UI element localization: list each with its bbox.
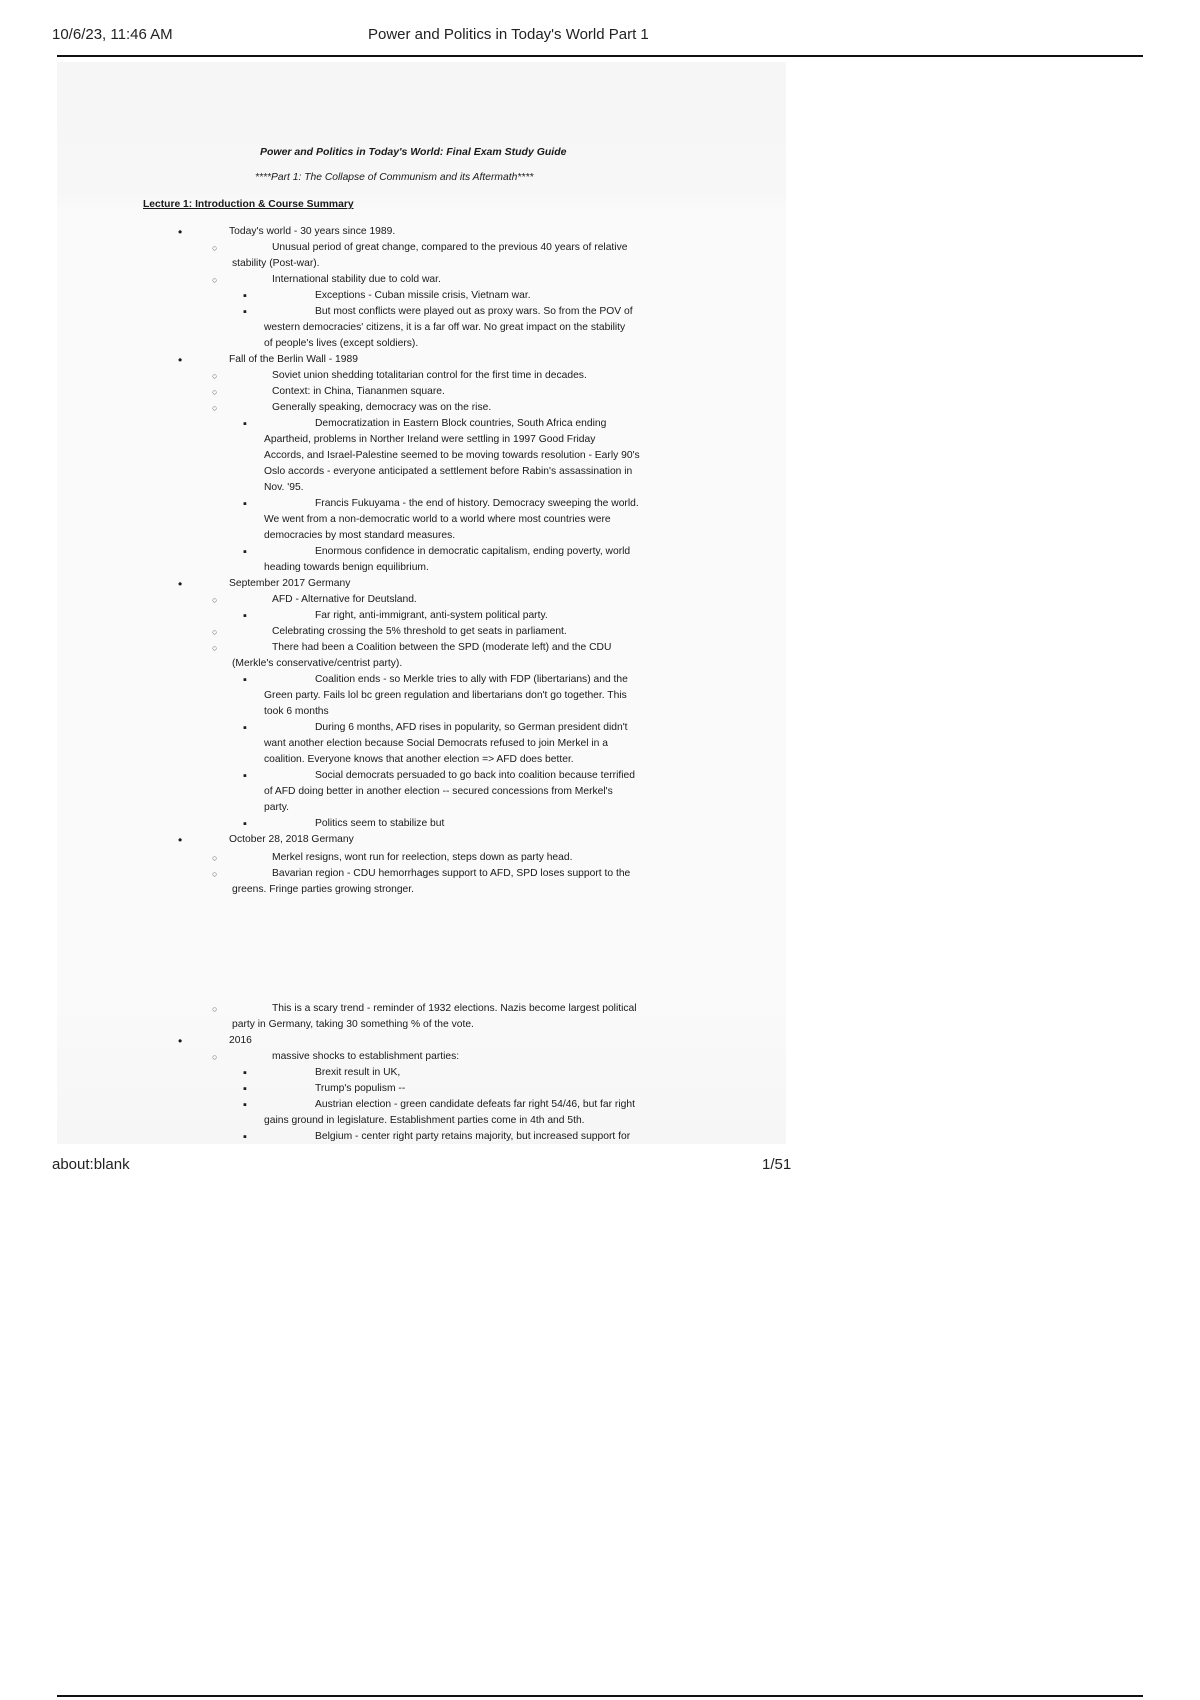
continuation-line: Apartheid, problems in Norther Ireland were settling in 1997 Good Friday <box>264 434 596 445</box>
bullet-marker: • <box>178 1034 183 1048</box>
sub-bullet-marker: ○ <box>212 243 218 253</box>
bullet-line: September 2017 Germany <box>229 578 351 589</box>
print-page-number: 1/51 <box>762 1156 792 1173</box>
sub-bullet-marker: ○ <box>212 403 218 413</box>
sub-bullet-marker: ○ <box>212 595 218 605</box>
sub-sub-bullet-line: Exceptions - Cuban missile crisis, Vietnam war. <box>315 290 531 301</box>
sub-bullet-line: Unusual period of great change, compared to the previous 40 years of relative <box>272 242 628 253</box>
print-footer-url: about:blank <box>52 1156 130 1173</box>
sub-sub-bullet-marker: ▪ <box>243 610 247 622</box>
sub-bullet-marker: ○ <box>212 387 218 397</box>
sub-bullet-marker: ○ <box>212 1004 218 1014</box>
sub-sub-bullet-line: Politics seem to stabilize but <box>315 818 445 829</box>
sub-bullet-line: Bavarian region - CDU hemorrhages support to AFD, SPD loses support to the <box>272 868 631 879</box>
sub-bullet-line: This is a scary trend - reminder of 1932 elections. Nazis become largest political <box>272 1003 637 1014</box>
sub-bullet-line: Context: in China, Tiananmen square. <box>272 386 445 397</box>
header-rule <box>57 55 1143 57</box>
sub-sub-bullet-marker: ▪ <box>243 290 247 302</box>
sub-sub-bullet-marker: ▪ <box>243 674 247 686</box>
sub-bullet-line: There had been a Coalition between the SPD (moderate left) and the CDU <box>272 642 612 653</box>
continuation-line: took 6 months <box>264 706 329 717</box>
sub-sub-bullet-line: Francis Fukuyama - the end of history. Democracy sweeping the world. <box>315 498 639 509</box>
lecture-heading: Lecture 1: Introduction & Course Summary <box>143 199 354 210</box>
continuation-line: (Merkle's conservative/centrist party). <box>232 658 403 669</box>
sub-sub-bullet-marker: ▪ <box>243 546 247 558</box>
sub-sub-bullet-marker: ▪ <box>243 1083 247 1095</box>
document-page-image <box>57 62 786 1144</box>
print-header-title: Power and Politics in Today's World Part 1 <box>368 26 649 43</box>
sub-sub-bullet-line: Austrian election - green candidate defeats far right 54/46, but far right <box>315 1099 635 1110</box>
document-title: Power and Politics in Today's World: Final Exam Study Guide <box>260 146 567 158</box>
print-datetime: 10/6/23, 11:46 AM <box>52 26 173 43</box>
sub-bullet-line: Generally speaking, democracy was on the rise. <box>272 402 492 413</box>
sub-bullet-line: Merkel resigns, wont run for reelection, steps down as party head. <box>272 852 573 863</box>
sub-sub-bullet-line: Trump's populism -- <box>315 1083 406 1094</box>
sub-sub-bullet-marker: ▪ <box>243 770 247 782</box>
sub-sub-bullet-marker: ▪ <box>243 1131 247 1143</box>
sub-bullet-marker: ○ <box>212 853 218 863</box>
sub-sub-bullet-line: Belgium - center right party retains majority, but increased support for <box>315 1131 631 1142</box>
sub-sub-bullet-marker: ▪ <box>243 1099 247 1111</box>
continuation-line: of people's lives (except soldiers). <box>264 338 419 349</box>
sub-sub-bullet-line: Social democrats persuaded to go back into coalition because terrified <box>315 770 635 781</box>
continuation-line: Nov. '95. <box>264 482 304 493</box>
continuation-line: We went from a non-democratic world to a world where most countries were <box>264 514 611 525</box>
bullet-marker: • <box>178 225 183 239</box>
sub-sub-bullet-marker: ▪ <box>243 1067 247 1079</box>
continuation-line: of AFD doing better in another election -- secured concessions from Merkel's <box>264 786 613 797</box>
sub-bullet-marker: ○ <box>212 1052 218 1062</box>
sub-bullet-marker: ○ <box>212 627 218 637</box>
continuation-line: Accords, and Israel-Palestine seemed to be moving towards resolution - Early 90's <box>264 450 640 461</box>
continuation-line: want another election because Social Democrats refused to join Merkel in a <box>264 738 608 749</box>
bullet-marker: • <box>178 577 183 591</box>
continuation-line: coalition. Everyone knows that another election => AFD does better. <box>264 754 574 765</box>
sub-bullet-marker: ○ <box>212 371 218 381</box>
sub-sub-bullet-line: Enormous confidence in democratic capitalism, ending poverty, world <box>315 546 631 557</box>
sub-bullet-line: AFD - Alternative for Deutsland. <box>272 594 417 605</box>
sub-sub-bullet-line: Brexit result in UK, <box>315 1067 401 1078</box>
sub-sub-bullet-line: But most conflicts were played out as proxy wars. So from the POV of <box>315 306 633 317</box>
footer-rule <box>57 1695 1143 1697</box>
continuation-line: gains ground in legislature. Establishment parties come in 4th and 5th. <box>264 1115 585 1126</box>
sub-bullet-marker: ○ <box>212 275 218 285</box>
sub-sub-bullet-line: During 6 months, AFD rises in popularity, so German president didn't <box>315 722 628 733</box>
sub-sub-bullet-marker: ▪ <box>243 306 247 318</box>
sub-sub-bullet-marker: ▪ <box>243 722 247 734</box>
continuation-line: party in Germany, taking 30 something % of the vote. <box>232 1019 474 1030</box>
sub-bullet-marker: ○ <box>212 643 218 653</box>
continuation-line: party. <box>264 802 289 813</box>
sub-bullet-line: Celebrating crossing the 5% threshold to get seats in parliament. <box>272 626 567 637</box>
sub-sub-bullet-marker: ▪ <box>243 818 247 830</box>
continuation-line: western democracies' citizens, it is a far off war. No great impact on the stability <box>264 322 626 333</box>
sub-bullet-line: International stability due to cold war. <box>272 274 441 285</box>
bullet-marker: • <box>178 833 183 847</box>
bullet-line: Fall of the Berlin Wall - 1989 <box>229 354 358 365</box>
bullet-line: Today's world - 30 years since 1989. <box>229 226 396 237</box>
sub-bullet-marker: ○ <box>212 869 218 879</box>
continuation-line: Oslo accords - everyone anticipated a settlement before Rabin's assassination in <box>264 466 633 477</box>
continuation-line: heading towards benign equilibrium. <box>264 562 429 573</box>
sub-sub-bullet-marker: ▪ <box>243 418 247 430</box>
sub-sub-bullet-marker: ▪ <box>243 498 247 510</box>
document-subtitle: ****Part 1: The Collapse of Communism and its Aftermath**** <box>255 172 534 183</box>
sub-sub-bullet-line: Far right, anti-immigrant, anti-system political party. <box>315 610 548 621</box>
sub-sub-bullet-line: Coalition ends - so Merkle tries to ally with FDP (libertarians) and the <box>315 674 628 685</box>
sub-bullet-line: massive shocks to establishment parties: <box>272 1051 460 1062</box>
continuation-line: Green party. Fails lol bc green regulation and libertarians don't go together. This <box>264 690 627 701</box>
continuation-line: greens. Fringe parties growing stronger. <box>232 884 415 895</box>
sub-sub-bullet-line: Democratization in Eastern Block countries, South Africa ending <box>315 418 607 429</box>
bullet-line: October 28, 2018 Germany <box>229 834 354 845</box>
continuation-line: stability (Post-war). <box>232 258 320 269</box>
bullet-line: 2016 <box>229 1035 252 1046</box>
bullet-marker: • <box>178 353 183 367</box>
sub-bullet-line: Soviet union shedding totalitarian control for the first time in decades. <box>272 370 587 381</box>
continuation-line: democracies by most standard measures. <box>264 530 456 541</box>
